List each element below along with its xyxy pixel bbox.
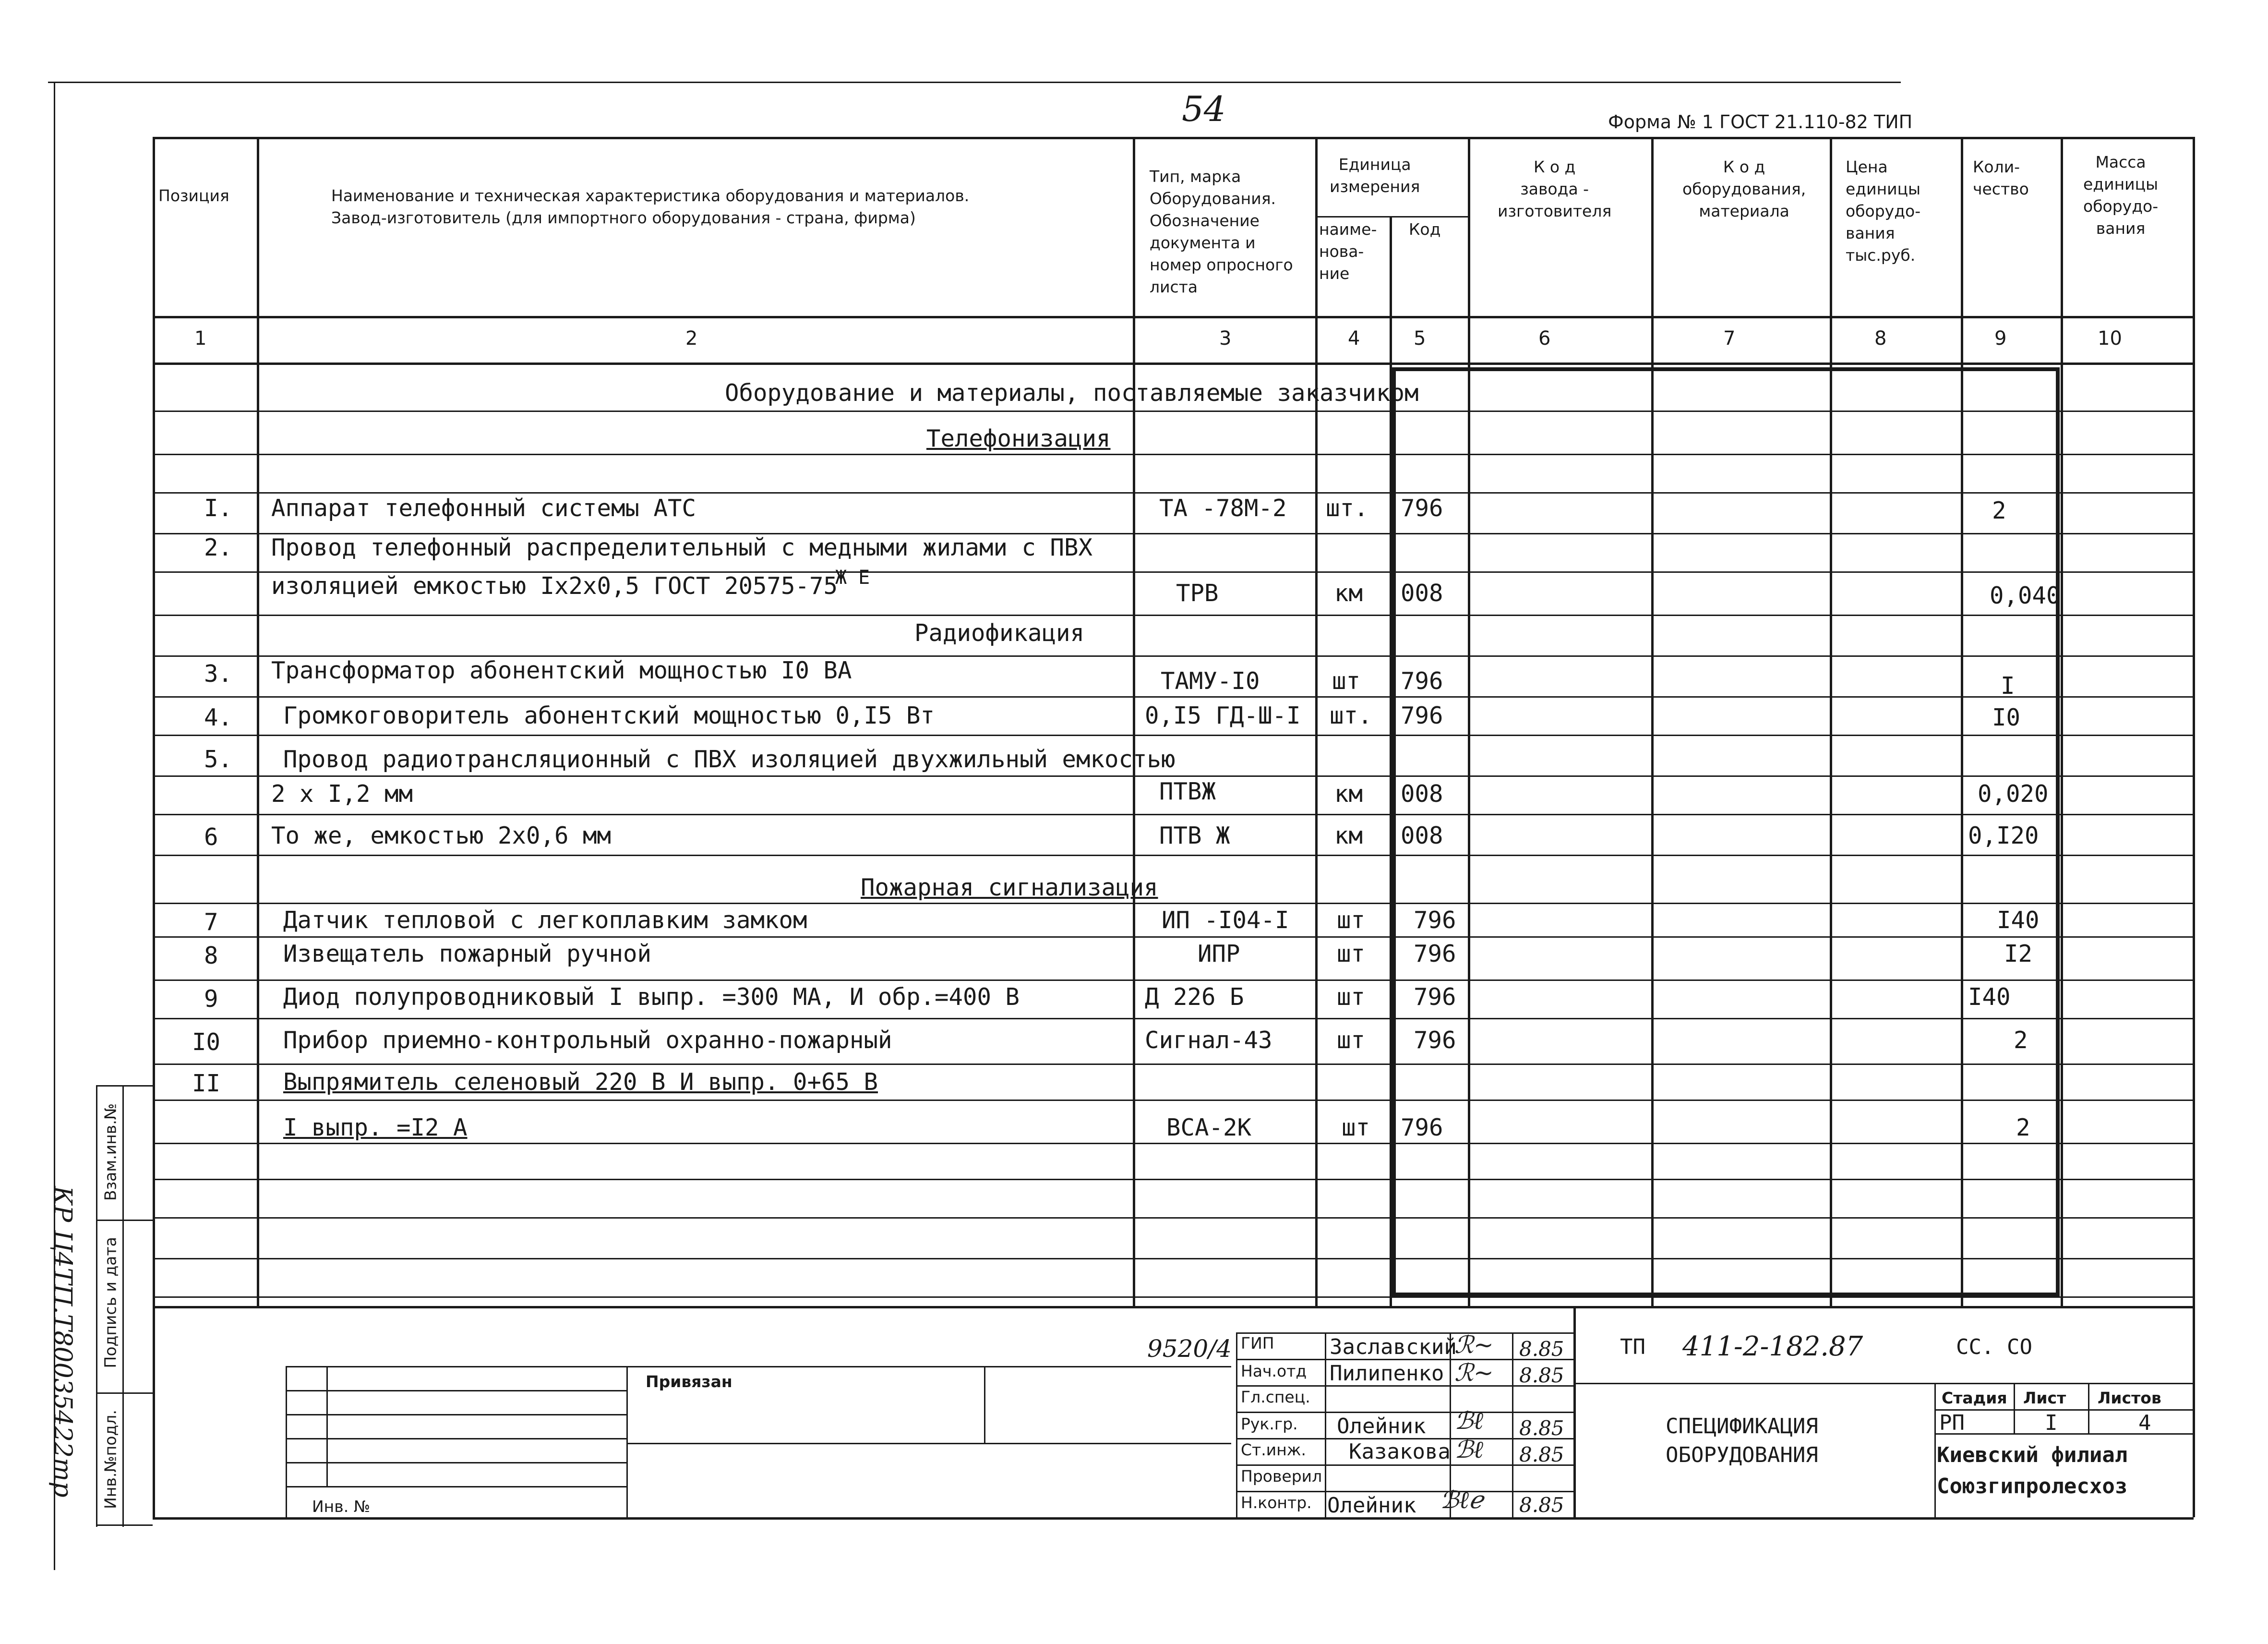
col-num-4: 4: [1348, 327, 1360, 350]
col-header-unit-code: Код: [1409, 220, 1441, 239]
form-label: Форма № 1 ГОСТ 21.110-82 ТИП: [1608, 111, 1913, 133]
row-unit: шт: [1337, 983, 1366, 1011]
col-header-type: Тип, марка Оборудования. Обозначение документа и номер опросного листа: [1150, 167, 1293, 296]
section-radio: Радиофикация: [914, 619, 1085, 647]
row-name: Выпрямитель селеновый 220 В И выпр. 0+65 В: [283, 1068, 878, 1096]
row-code: 008: [1401, 580, 1443, 607]
row-pos: 9: [204, 985, 218, 1013]
row-pos: 3.: [204, 660, 233, 688]
row-unit: шт: [1337, 940, 1366, 967]
side-vzam: Взам.инв.№: [101, 1103, 120, 1201]
col-num-3: 3: [1219, 327, 1232, 350]
row-qty: 2: [2016, 1114, 2030, 1141]
row-name: Прибор приемно-контрольный охранно-пожарный: [283, 1027, 892, 1054]
row-type: ТРВ: [1176, 580, 1219, 607]
col-num-6: 6: [1538, 327, 1551, 350]
row-pos: 2.: [204, 534, 233, 561]
date-4: 8.85: [1519, 1416, 1564, 1440]
col-num-5: 5: [1414, 327, 1426, 350]
org-name-1: Киевский филиал: [1937, 1443, 2128, 1467]
row-code: 008: [1401, 780, 1443, 808]
role-ruk-gr: Рук.гр.: [1241, 1414, 1298, 1433]
date-2: 8.85: [1519, 1364, 1564, 1387]
row-code: 796: [1401, 1114, 1443, 1141]
col-header-unit: Единица измерения: [1330, 155, 1420, 196]
doc-title-1: СПЕЦИФИКАЦИЯ: [1666, 1414, 1818, 1438]
col-header-mass: Масса единицы оборудо- вания: [2083, 153, 2159, 238]
row-code: 796: [1401, 702, 1443, 729]
row-pos: 5.: [204, 746, 233, 773]
row-qty: I40: [1997, 907, 2040, 934]
row-qty: I0: [1992, 704, 2021, 731]
row-type: 0,I5 ГД-Ш-I: [1145, 702, 1301, 729]
row-code: 796: [1401, 667, 1443, 695]
row-qty: 0,020: [1978, 780, 2049, 808]
row-qty: 0,I20: [1968, 822, 2039, 849]
row-name: изоляцией емкостью Iх2х0,5 ГОСТ 20575-75: [271, 572, 838, 600]
name-kazakova: Казакова: [1349, 1439, 1451, 1464]
row-pos: I.: [204, 495, 233, 522]
row-name: 2 х I,2 мм: [271, 780, 413, 808]
row-name-mark: Ж Е: [835, 567, 870, 589]
date-7: 8.85: [1519, 1493, 1564, 1517]
row-qty: I2: [2004, 940, 2033, 967]
row-type: Сигнал-43: [1145, 1027, 1272, 1054]
set-code: СС. СО: [1956, 1335, 2032, 1359]
row-name: Провод радиотрансляционный с ПВХ изоляцией двухжильный емкостью: [283, 746, 1176, 773]
row-pos: 8: [204, 942, 218, 969]
col-header-unit-name: наиме- нова- ние: [1319, 220, 1377, 283]
row-name: Датчик тепловой с легкоплавким замком: [283, 907, 807, 934]
doc-number-hand: 9520/4: [1147, 1335, 1232, 1363]
signature-5: ℬℓ: [1454, 1436, 1484, 1463]
col-header-name: Наименование и техническая характеристика оборудования и материалов. Завод-изготовитель (для импортного оборудования - страна, фирма): [331, 186, 970, 227]
doc-title-2: ОБОРУДОВАНИЯ: [1666, 1443, 1818, 1467]
row-name: I выпр. =I2 А: [283, 1114, 468, 1141]
row-type: ПТВ Ж: [1159, 822, 1230, 849]
sheet-label: Лист: [2023, 1389, 2066, 1407]
section-fire: Пожарная сигнализация: [861, 874, 1158, 901]
row-type: ТАМУ-I0: [1161, 667, 1260, 695]
row-type: ИП -I04-I: [1162, 907, 1289, 934]
row-name: Провод телефонный распределительный с медными жилами с ПВХ: [271, 534, 1093, 561]
row-qty: I40: [1968, 983, 2011, 1011]
col-num-9: 9: [1994, 327, 2007, 350]
designation-prefix: ТП: [1620, 1335, 1645, 1359]
privyazan-label: Привязан: [646, 1372, 732, 1391]
signature-7: ℬℓℯ: [1440, 1486, 1483, 1514]
col-num-8: 8: [1874, 327, 1887, 350]
designation: 411-2-182.87: [1682, 1331, 1863, 1362]
row-pos: I0: [192, 1028, 221, 1056]
row-pos: 7: [204, 908, 218, 936]
row-unit: шт.: [1326, 495, 1368, 522]
sheets-value: 4: [2138, 1411, 2151, 1435]
page-number: 54: [1182, 89, 1226, 129]
col-header-position: Позиция: [158, 186, 229, 205]
row-unit: шт.: [1330, 702, 1372, 729]
row-qty: 0,040: [1990, 582, 2061, 609]
name-pilipenko: Пилипенко: [1330, 1361, 1444, 1386]
role-gl-spec: Гл.спец.: [1241, 1388, 1310, 1406]
row-name: Трансформатор абонентский мощностью I0 ВА: [271, 657, 852, 684]
inv-no-label: Инв. №: [312, 1497, 371, 1516]
stage-value: РП: [1939, 1411, 1965, 1435]
row-unit: шт: [1337, 1027, 1366, 1054]
row-code: 796: [1414, 907, 1456, 934]
col-header-price: Цена единицы оборудо- вания тыс.руб.: [1846, 157, 1921, 265]
row-unit: шт: [1332, 667, 1361, 695]
row-unit: км: [1334, 580, 1363, 607]
date-1: 8.85: [1519, 1337, 1564, 1361]
col-header-material-code: К о д оборудования, материала: [1682, 157, 1806, 220]
row-type: ПТВЖ: [1159, 778, 1216, 805]
col-header-qty: Коли- чество: [1973, 157, 2029, 198]
row-type: Д 226 Б: [1145, 983, 1244, 1011]
row-code: 796: [1401, 495, 1443, 522]
signature-1: ℛ~: [1454, 1331, 1494, 1359]
role-nach-otd: Нач.отд: [1241, 1362, 1307, 1380]
row-code: 796: [1414, 940, 1456, 967]
org-name-2: Союзгипролесхоз: [1937, 1474, 2128, 1499]
signature-4: ℬℓ: [1454, 1407, 1484, 1435]
row-type: ВСА-2К: [1166, 1114, 1252, 1141]
row-pos: 6: [204, 823, 218, 851]
row-code: 796: [1414, 983, 1456, 1011]
role-st-inzh: Ст.инж.: [1241, 1440, 1306, 1459]
row-qty: 2: [2014, 1027, 2028, 1054]
row-name: Извещатель пожарный ручной: [283, 940, 652, 967]
col-num-1: 1: [194, 327, 207, 350]
row-pos: II: [192, 1070, 221, 1097]
row-pos: 4.: [204, 704, 233, 731]
sheets-label: Листов: [2098, 1389, 2161, 1407]
side-podpis: Подпись и дата: [101, 1237, 120, 1368]
row-unit: км: [1334, 822, 1363, 849]
row-name: Аппарат телефонный системы АТС: [271, 495, 696, 522]
col-num-2: 2: [685, 327, 698, 350]
section-telephone: Телефонизация: [926, 425, 1111, 452]
row-name: Диод полупроводниковый I выпр. =300 МА, И обр.=400 В: [283, 983, 1020, 1011]
name-zaslavsky: Заславский: [1330, 1335, 1457, 1359]
row-type: ТА -78М-2: [1159, 495, 1287, 522]
row-unit: шт: [1342, 1114, 1370, 1141]
stage-label: Стадия: [1942, 1389, 2007, 1407]
row-code: 008: [1401, 822, 1443, 849]
sheet-value: I: [2045, 1411, 2058, 1435]
row-name: Громкоговоритель абонентский мощностью 0,I5 Вт: [283, 702, 935, 729]
col-num-10: 10: [2098, 327, 2122, 350]
side-inv: Инв.№подл.: [101, 1410, 120, 1509]
row-unit: шт: [1337, 907, 1366, 934]
name-oleynik: Олейник: [1337, 1414, 1426, 1438]
row-type: ИПР: [1198, 940, 1240, 967]
col-header-factory-code: К о д завода - изготовителя: [1498, 157, 1612, 220]
role-n-kontr: Н.контр.: [1241, 1493, 1312, 1512]
row-code: 796: [1414, 1027, 1456, 1054]
side-code-vertical: КР Ц4ТП.Т80035422тр: [48, 1186, 77, 1498]
col-num-7: 7: [1723, 327, 1736, 350]
signature-2: ℛ~: [1454, 1359, 1494, 1387]
section-main: Оборудование и материалы, поставляемые заказчиком: [725, 379, 1419, 407]
row-qty: I: [2001, 672, 2015, 700]
row-name: То же, емкостью 2х0,6 мм: [271, 822, 612, 849]
role-gip: ГИП: [1241, 1334, 1274, 1353]
role-proveril: Проверил: [1241, 1467, 1322, 1486]
row-qty: 2: [1992, 497, 2006, 524]
row-unit: км: [1334, 780, 1363, 808]
name-oleynik-2: Олейник: [1327, 1493, 1416, 1518]
date-5: 8.85: [1519, 1443, 1564, 1466]
